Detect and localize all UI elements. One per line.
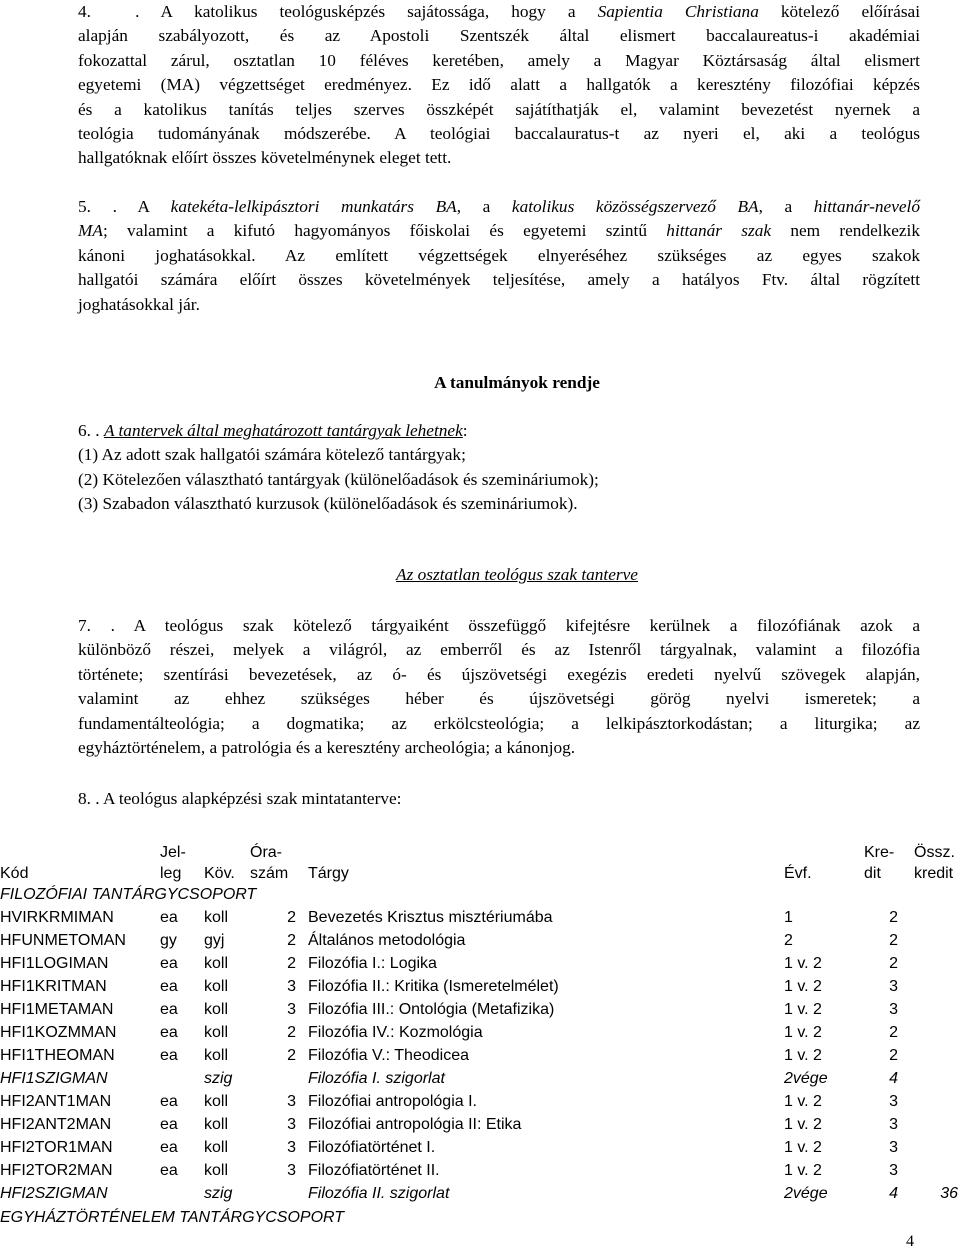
cell-kred: 3 bbox=[889, 1116, 898, 1133]
cell-kred: 3 bbox=[889, 1093, 898, 1110]
cell-kred: 2 bbox=[889, 1024, 898, 1041]
paragraph-7-line-3: története; szentírási bevezetések, az ó- és újszövetségi exegézis eredeti nyelvű szövegek alapján, bbox=[78, 664, 920, 684]
table-row bbox=[0, 907, 960, 929]
table-row bbox=[0, 1091, 960, 1113]
paragraph-4 bbox=[78, 0, 920, 171]
paragraph-7 bbox=[78, 614, 920, 760]
cell-code: HFI2ANT1MAN bbox=[0, 1093, 112, 1110]
header-targy: Tárgy bbox=[308, 865, 349, 882]
cell-code: HFI2ANT2MAN bbox=[0, 1116, 112, 1133]
cell-targy: Filozófia I. szigorlat bbox=[308, 1070, 445, 1087]
cell-jel: ea bbox=[160, 1116, 178, 1133]
cell-kred: 3 bbox=[889, 1001, 898, 1018]
cell-jel: ea bbox=[160, 1001, 178, 1018]
paragraph-6 bbox=[78, 419, 920, 517]
cell-kred: 3 bbox=[889, 1139, 898, 1156]
paragraph-8 bbox=[78, 787, 920, 811]
cell-code: HFI1THEOMAN bbox=[0, 1047, 115, 1064]
cell-jel: ea bbox=[160, 1139, 178, 1156]
cell-jel: ea bbox=[160, 955, 178, 972]
cell-evf: 1 v. 2 bbox=[784, 1162, 822, 1179]
cell-kred: 3 bbox=[889, 1162, 898, 1179]
cell-ora: 2 bbox=[287, 1047, 296, 1064]
cell-jel: ea bbox=[160, 978, 178, 995]
header-jel: Jel- leg bbox=[160, 844, 186, 882]
paragraph-5-line-3: kánoni joghatásokkal. Az említett végzettségek elnyeréséhez szükséges az egyes szakok bbox=[78, 245, 920, 265]
paragraph-4-line-4: egyetemi (MA) végzettséget eredményez. Ez idő alatt a hallgatók a keresztény filozófiai képzés bbox=[78, 75, 920, 95]
cell-ora: 3 bbox=[287, 1162, 296, 1179]
table-row bbox=[0, 999, 960, 1021]
cell-targy: Filozófiatörténet II. bbox=[308, 1162, 440, 1179]
cell-kov: koll bbox=[204, 1093, 229, 1110]
cell-evf: 1 v. 2 bbox=[784, 1024, 822, 1041]
cell-code: HFI2SZIGMAN bbox=[0, 1185, 108, 1202]
header-evf: Évf. bbox=[784, 865, 812, 882]
cell-code: HFI1KRITMAN bbox=[0, 978, 107, 995]
cell-evf: 1 v. 2 bbox=[784, 1116, 822, 1133]
cell-kred: 4 bbox=[889, 1185, 898, 1202]
table-group-heading: FILOZÓFIAI TANTÁRGYCSOPORT bbox=[0, 886, 257, 903]
cell-evf: 2vége bbox=[784, 1070, 828, 1087]
cell-ossz: 36 bbox=[940, 1185, 958, 1202]
cell-targy: Általános metodológia bbox=[308, 932, 466, 949]
paragraph-4-line-2: alapján szabályozott, és az Apostoli Szentszék által elismert baccalaureatus-i akadémiai bbox=[78, 26, 920, 46]
cell-jel: ea bbox=[160, 1093, 178, 1110]
paragraph-8-line-1: 8. . A teológus alapképzési szak mintatanterve: bbox=[78, 789, 402, 808]
cell-kov: szig bbox=[204, 1070, 233, 1087]
paragraph-7-line-2: különböző részei, melyek a világról, az emberről és az Istenről tárgyalnak, valamint a filozófia bbox=[78, 640, 920, 660]
cell-evf: 1 v. 2 bbox=[784, 978, 822, 995]
table-row bbox=[0, 1114, 960, 1136]
paragraph-6-line-1: 6. . A tantervek által meghatározott tantárgyak lehetnek: bbox=[78, 421, 468, 440]
cell-jel: ea bbox=[160, 909, 178, 926]
table-group-heading: EGYHÁZTÖRTÉNELEM TANTÁRGYCSOPORT bbox=[0, 1209, 345, 1226]
cell-code: HFI1KOZMMAN bbox=[0, 1024, 117, 1041]
cell-evf: 1 v. 2 bbox=[784, 1139, 822, 1156]
cell-evf: 1 v. 2 bbox=[784, 1093, 822, 1110]
header-ossz-kredit: Össz. kredit bbox=[914, 844, 955, 882]
cell-kred: 2 bbox=[889, 955, 898, 972]
cell-kred: 2 bbox=[889, 909, 898, 926]
cell-ora: 3 bbox=[287, 1116, 296, 1133]
cell-evf: 2 bbox=[784, 932, 793, 949]
cell-targy: Filozófiai antropológia I. bbox=[308, 1093, 477, 1110]
cell-kov: koll bbox=[204, 955, 229, 972]
table-row bbox=[0, 1183, 960, 1205]
cell-ora: 2 bbox=[287, 909, 296, 926]
paragraph-5-line-5: joghatásokkal jár. bbox=[78, 294, 200, 314]
header-ora: Óra- szám bbox=[250, 844, 289, 882]
paragraph-7-line-4: valamint az ehhez szükséges héber és újszövetségi görög nyelvi ismeretek; a bbox=[78, 689, 920, 709]
cell-targy: Filozófiatörténet I. bbox=[308, 1139, 436, 1156]
cell-ora: 3 bbox=[287, 1139, 296, 1156]
cell-ora: 2 bbox=[287, 1024, 296, 1041]
paragraph-4-line-7: hallgatóknak előírt összes követelménynek eleget tett. bbox=[78, 148, 452, 168]
paragraph-7-line-6: egyháztörténelem, a patrológia és a keresztény archeológia; a kánonjog. bbox=[78, 737, 576, 757]
cell-targy: Filozófia IV.: Kozmológia bbox=[308, 1024, 483, 1041]
header-kredit: Kre- dit bbox=[864, 844, 895, 882]
cell-targy: Bevezetés Krisztus misztériumába bbox=[308, 909, 553, 926]
table-row bbox=[0, 976, 960, 998]
cell-kov: koll bbox=[204, 1024, 229, 1041]
cell-evf: 1 v. 2 bbox=[784, 955, 822, 972]
paragraph-7-line-1: 7. . A teológus szak kötelező tárgyaiként összefüggő kifejtésre kerülnek a filozófiának azok a bbox=[78, 616, 921, 635]
paragraph-4-line-6: teológia tudományának módszerébe. A teológiai baccalauratus-t az nyeri el, aki a teológus bbox=[78, 123, 920, 143]
table-row bbox=[0, 1160, 960, 1182]
cell-kov: koll bbox=[204, 1047, 229, 1064]
paragraph-5-line-2: MA; valamint a kifutó hagyományos főiskolai és egyetemi szintű hittanár szak nem rendelkezik bbox=[78, 221, 920, 241]
cell-targy: Filozófia I.: Logika bbox=[308, 955, 437, 972]
table-row bbox=[0, 1022, 960, 1044]
cell-kred: 2 bbox=[889, 932, 898, 949]
paragraph-5 bbox=[78, 195, 920, 317]
cell-jel: ea bbox=[160, 1024, 178, 1041]
cell-ora: 3 bbox=[287, 1093, 296, 1110]
cell-kred: 2 bbox=[889, 1047, 898, 1064]
cell-evf: 1 v. 2 bbox=[784, 1001, 822, 1018]
paragraph-4-line-1: 4. . A katolikus teológusképzés sajátossága, hogy a Sapientia Christiana kötelező előírásai bbox=[78, 2, 921, 21]
cell-jel: ea bbox=[160, 1162, 178, 1179]
cell-jel: gy bbox=[160, 932, 177, 949]
cell-code: HFI2TOR1MAN bbox=[0, 1139, 113, 1156]
heading-studies: A tanulmányok rendje bbox=[434, 373, 600, 392]
table-row bbox=[0, 1045, 960, 1067]
cell-evf: 1 v. 2 bbox=[784, 1047, 822, 1064]
cell-jel: ea bbox=[160, 1047, 178, 1064]
paragraph-5-line-1: 5. . A katekéta-lelkipásztori munkatárs BA, a katolikus közösségszervező BA, a hittanár-nevelő bbox=[78, 197, 920, 216]
cell-kov: szig bbox=[204, 1185, 233, 1202]
paragraph-4-line-5: és a katolikus tanítás teljes szerves összképét sajátíthatják el, valamint bevezetést nyernek a bbox=[78, 99, 920, 119]
cell-kov: koll bbox=[204, 978, 229, 995]
cell-kov: koll bbox=[204, 1001, 229, 1018]
cell-evf: 1 bbox=[784, 909, 793, 926]
cell-kred: 3 bbox=[889, 978, 898, 995]
table-row bbox=[0, 930, 960, 952]
cell-ora: 3 bbox=[287, 1001, 296, 1018]
cell-code: HFI2TOR2MAN bbox=[0, 1162, 113, 1179]
cell-code: HFI1LOGIMAN bbox=[0, 955, 109, 972]
paragraph-7-line-5: fundamentálteológia; a dogmatika; az erkölcsteológia; a lelkipásztorkodástan; a liturgika; az bbox=[78, 713, 920, 733]
table-row bbox=[0, 1068, 960, 1090]
paragraph-6-line-3: (2) Kötelezően választható tantárgyak (különelőadások és szemináriumok); bbox=[78, 469, 599, 489]
cell-targy: Filozófia V.: Theodicea bbox=[308, 1047, 469, 1064]
cell-evf: 2vége bbox=[784, 1185, 828, 1202]
cell-code: HVIRKRMIMAN bbox=[0, 909, 114, 926]
cell-kov: koll bbox=[204, 909, 229, 926]
cell-targy: Filozófiai antropológia II: Etika bbox=[308, 1116, 522, 1133]
cell-kov: koll bbox=[204, 1139, 229, 1156]
cell-code: HFI1SZIGMAN bbox=[0, 1070, 108, 1087]
cell-code: HFUNMETOMAN bbox=[0, 932, 126, 949]
cell-ora: 3 bbox=[287, 978, 296, 995]
heading-curriculum: Az osztatlan teológus szak tanterve bbox=[396, 565, 638, 584]
cell-kov: koll bbox=[204, 1116, 229, 1133]
table-row bbox=[0, 953, 960, 975]
cell-targy: Filozófia II. szigorlat bbox=[308, 1185, 450, 1202]
paragraph-6-line-4: (3) Szabadon választható kurzusok (különelőadások és szemináriumok). bbox=[78, 494, 578, 514]
cell-targy: Filozófia III.: Ontológia (Metafizika) bbox=[308, 1001, 555, 1018]
cell-ora: 2 bbox=[287, 932, 296, 949]
paragraph-5-line-4: hallgatói számára előírt összes követelmények teljesítése, amely a hatályos Ftv. által rögzített bbox=[78, 270, 920, 290]
cell-kred: 4 bbox=[889, 1070, 898, 1087]
cell-kov: gyj bbox=[204, 932, 225, 949]
page-number: 4 bbox=[906, 1233, 914, 1250]
cell-kov: koll bbox=[204, 1162, 229, 1179]
paragraph-4-line-3: fokozattal zárul, osztatlan 10 féléves keretében, amely a Magyar Köztársaság által elismert bbox=[78, 50, 920, 70]
header-kod: Kód bbox=[0, 865, 29, 882]
cell-targy: Filozófia II.: Kritika (Ismeretelmélet) bbox=[308, 978, 559, 995]
cell-ora: 2 bbox=[287, 955, 296, 972]
cell-code: HFI1METAMAN bbox=[0, 1001, 114, 1018]
header-kov: Köv. bbox=[204, 865, 235, 882]
paragraph-6-line-2: (1) Az adott szak hallgatói számára kötelező tantárgyak; bbox=[78, 445, 466, 465]
table-row bbox=[0, 1137, 960, 1159]
